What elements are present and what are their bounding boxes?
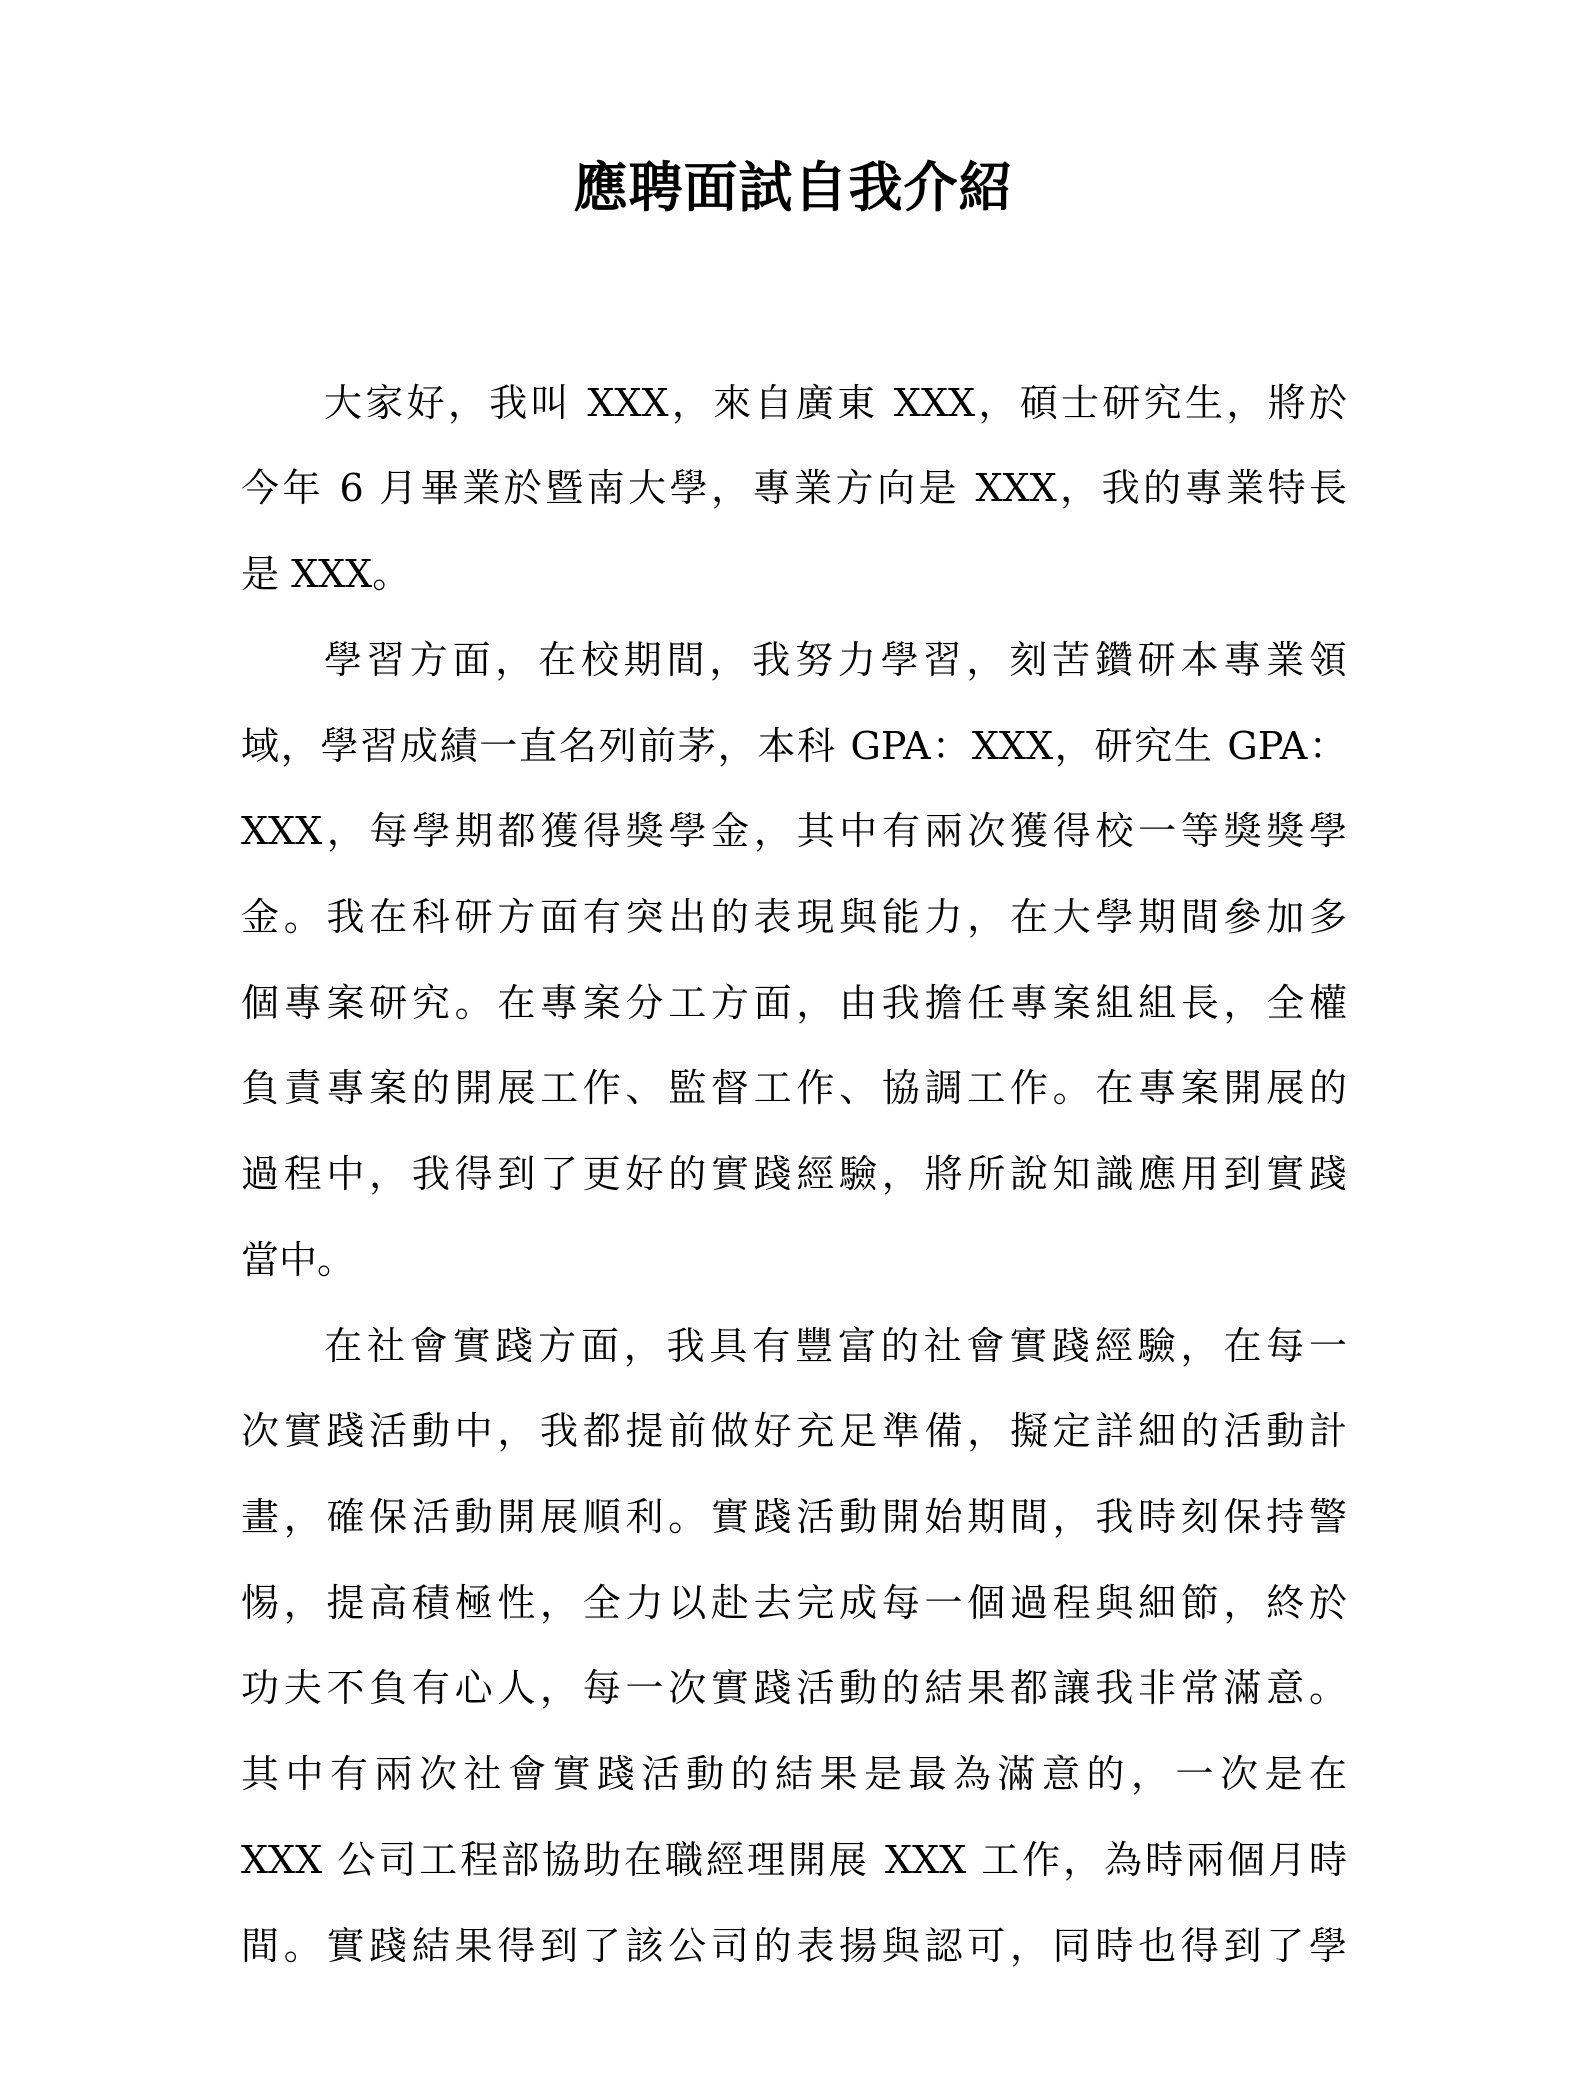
paragraph-3-line-4: 惕，提高積極性，全力以赴去完成每一個過程與細節，終於	[241, 1581, 1347, 1625]
paragraph-2-line-8: 當中。	[241, 1238, 356, 1282]
paragraph-1-line-2: 今年 6 月畢業於暨南大學，專業方向是 XXX，我的專業特長	[241, 466, 1347, 510]
paragraph-2-line-1: 學習方面，在校期間，我努力學習，刻苦鑽研本專業領	[324, 638, 1347, 682]
paragraph-2-line-7: 過程中，我得到了更好的實踐經驗，將所說知識應用到實踐	[241, 1152, 1347, 1196]
paragraph-3-line-6: 其中有兩次社會實踐活動的結果是最為滿意的，一次是在	[241, 1752, 1347, 1796]
paragraph-3-line-5: 功夫不負有心人，每一次實踐活動的結果都讓我非常滿意。	[241, 1666, 1347, 1710]
paragraph-2-line-3: XXX，每學期都獲得獎學金，其中有兩次獲得校一等獎獎學	[241, 809, 1347, 853]
paragraph-2-line-2: 域，學習成績一直名列前茅，本科 GPA：XXX，研究生 GPA：	[241, 724, 1347, 768]
document-title: 應聘面試自我介紹	[573, 155, 1014, 219]
paragraph-1-line-3: 是 XXX。	[241, 552, 411, 596]
paragraph-3-line-7: XXX 公司工程部協助在職經理開展 XXX 工作，為時兩個月時	[241, 1838, 1347, 1882]
paragraph-3-line-1: 在社會實踐方面，我具有豐富的社會實踐經驗，在每一	[324, 1324, 1347, 1368]
paragraph-3-line-2: 次實踐活動中，我都提前做好充足準備，擬定詳細的活動計	[241, 1409, 1347, 1453]
paragraph-2-line-4: 金。我在科研方面有突出的表現與能力，在大學期間參加多	[241, 895, 1347, 939]
paragraph-3-line-3: 畫，確保活動開展順利。實踐活動開始期間，我時刻保持警	[241, 1495, 1347, 1539]
paragraph-2-line-6: 負責專案的開展工作、監督工作、協調工作。在專案開展的	[241, 1066, 1347, 1110]
paragraph-3-line-8: 間。實踐結果得到了該公司的表揚與認可，同時也得到了學	[241, 1924, 1347, 1968]
paragraph-2-line-5: 個專案研究。在專案分工方面，由我擔任專案組組長，全權	[241, 981, 1347, 1025]
paragraph-1-line-1: 大家好，我叫 XXX，來自廣東 XXX，碩士研究生，將於	[324, 381, 1347, 425]
